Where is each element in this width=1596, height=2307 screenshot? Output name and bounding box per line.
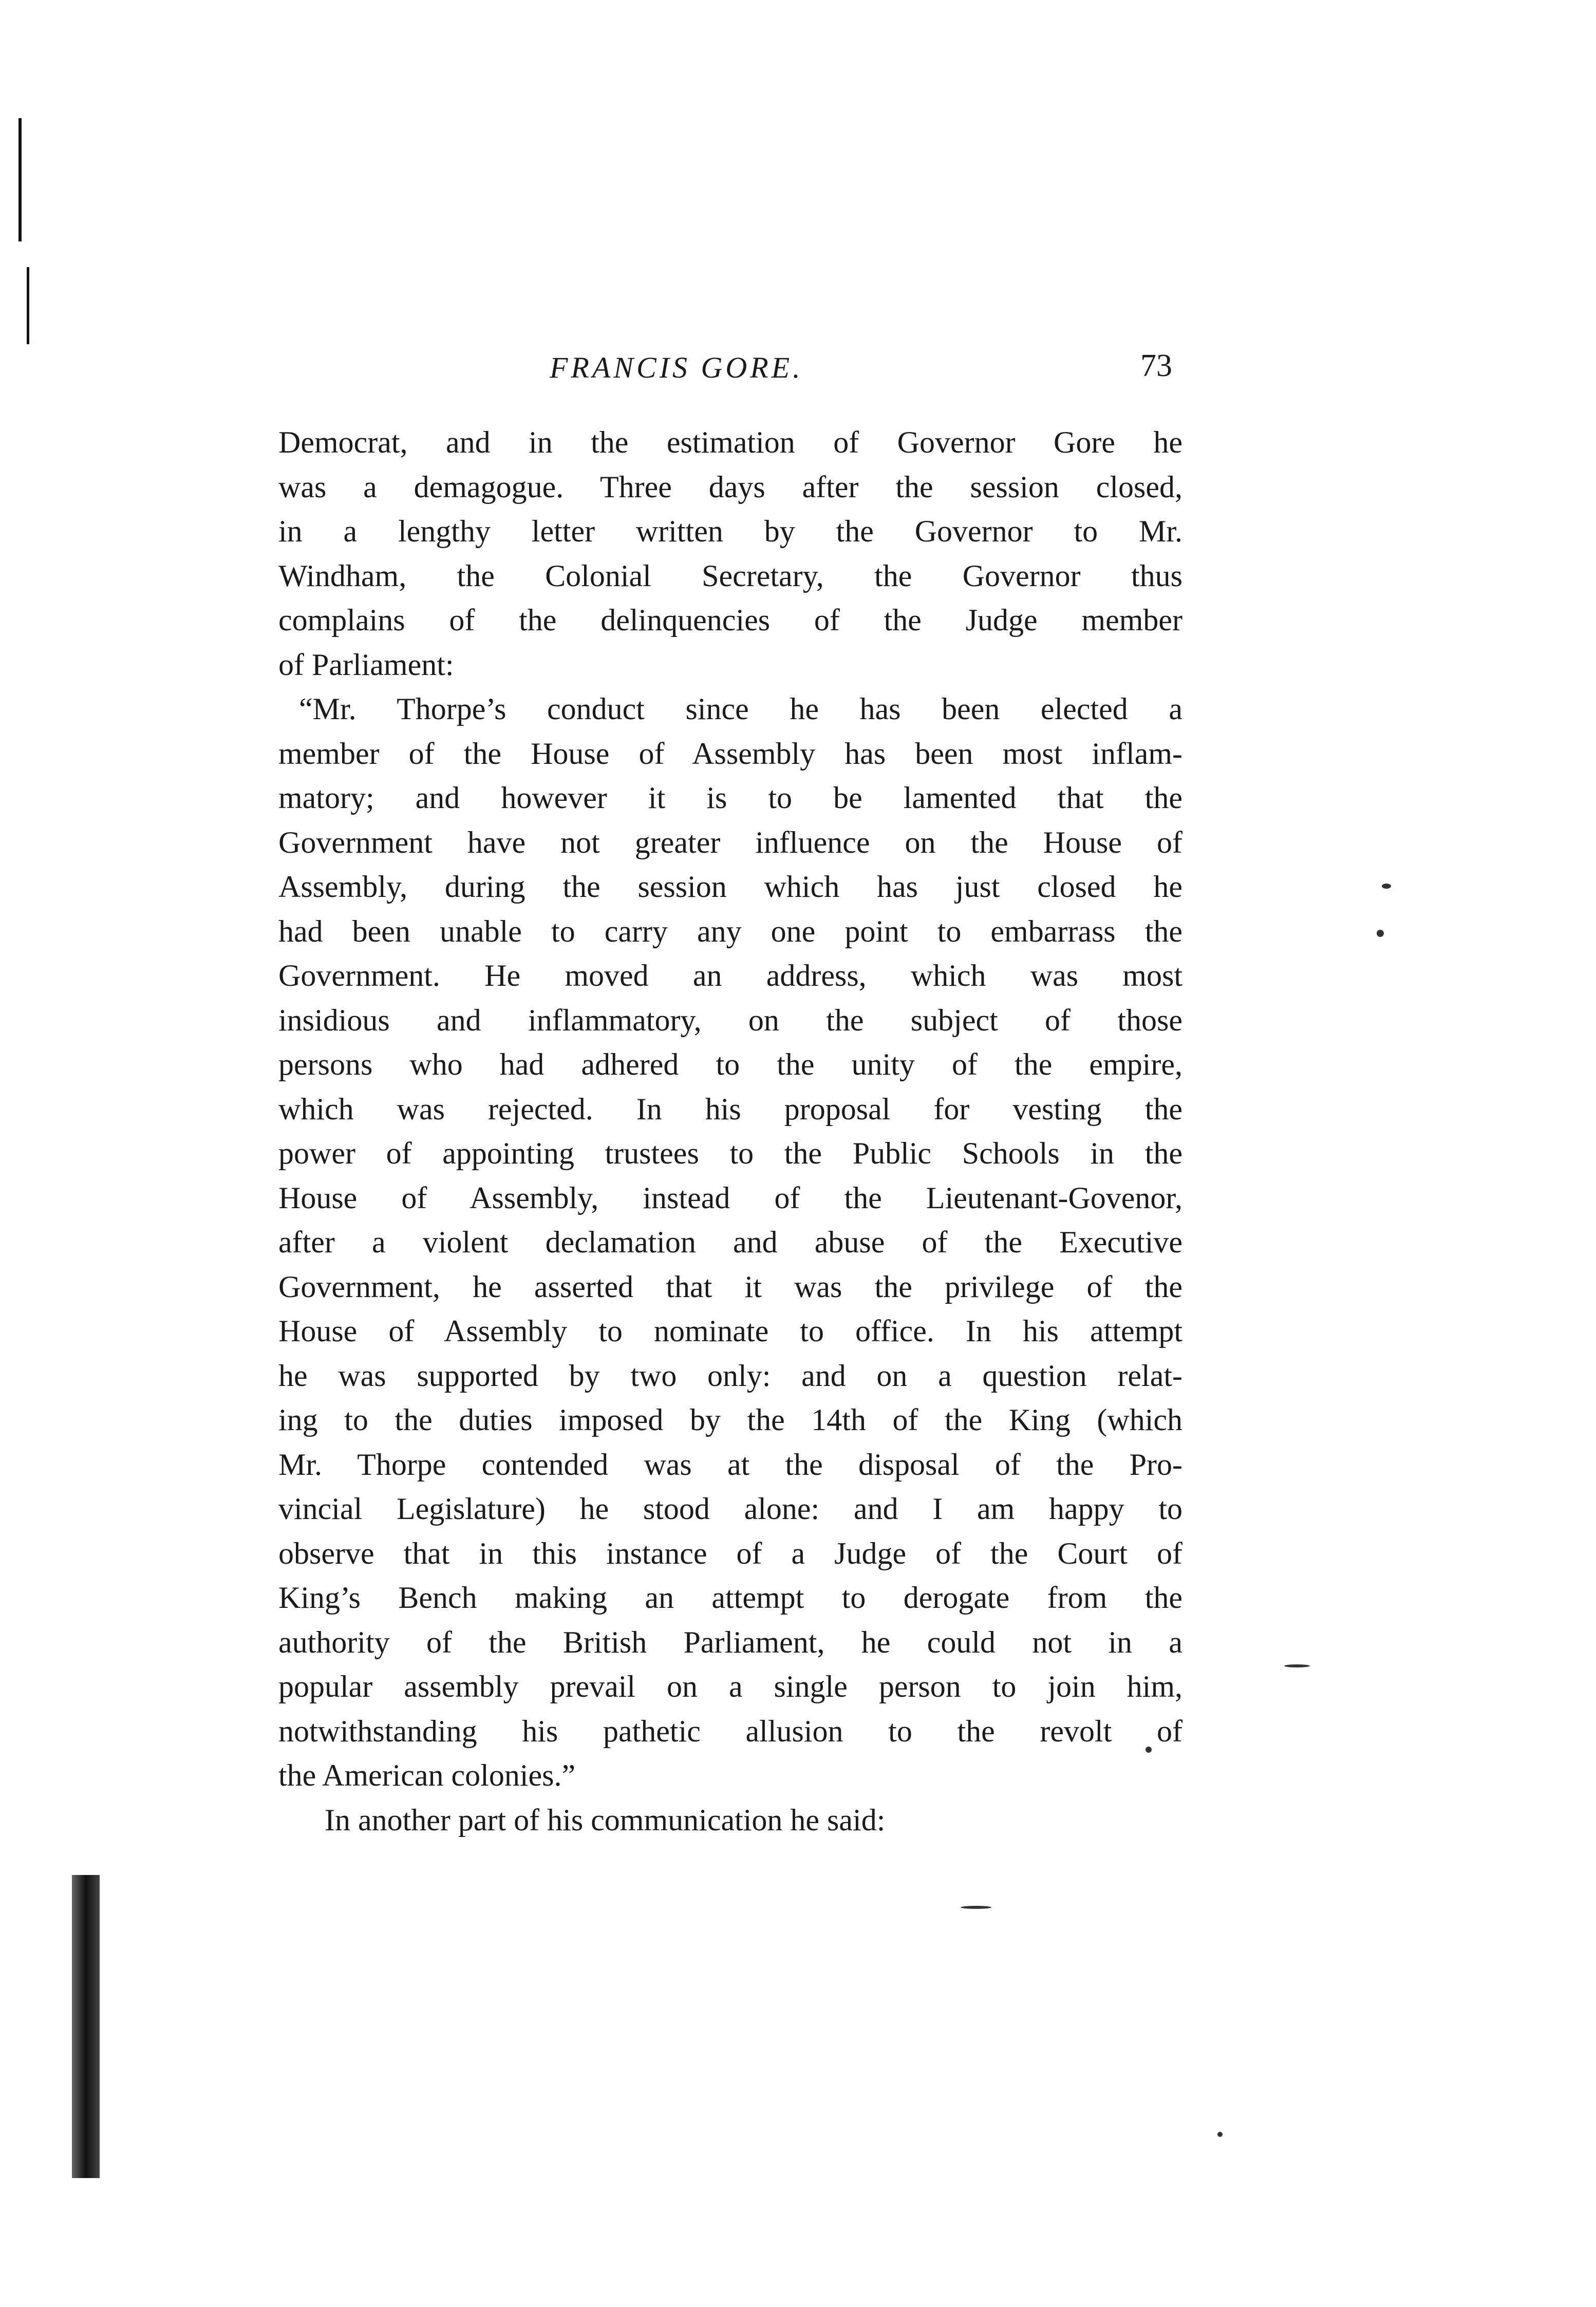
text-line: which was rejected. In his proposal for vesting the: [278, 1092, 1182, 1126]
text-line: observe that in this instance of a Judge of the Court of: [278, 1536, 1182, 1570]
scan-edge-mark-bottom: [72, 1875, 100, 2178]
speck: [1382, 884, 1391, 889]
running-title: FRANCIS GORE.: [550, 351, 803, 384]
text-line: insidious and inflammatory, on the subject of those: [278, 1003, 1182, 1037]
text-line: Government have not greater influence on the House of: [278, 825, 1182, 859]
scan-edge-mark-top: [18, 118, 22, 241]
text-line: he was supported by two only: and on a question relat-: [278, 1358, 1182, 1393]
text-line: the American colonies.”: [278, 1758, 576, 1792]
text-line: House of Assembly to nominate to office. In his attempt: [278, 1314, 1182, 1348]
text-line: Government, he asserted that it was the privilege of the: [278, 1269, 1182, 1304]
text-line: “Mr. Thorpe’s conduct since he has been elected a: [299, 692, 1182, 726]
text-line: House of Assembly, instead of the Lieutenant-Govenor,: [278, 1180, 1182, 1215]
scan-edge-mark-mid: [27, 267, 29, 344]
text-line: was a demagogue. Three days after the session closed,: [278, 470, 1182, 504]
body-text: [278, 420, 1182, 1842]
text-line: of Parliament:: [278, 647, 454, 682]
speck: [961, 1906, 991, 1909]
page-number: 73: [1140, 348, 1172, 383]
text-line: Mr. Thorpe contended was at the disposal of the Pro-: [278, 1447, 1182, 1481]
text-line: complains of the delinquencies of the Judge member: [278, 603, 1182, 637]
text-line: In another part of his communication he said:: [325, 1803, 886, 1837]
text-line: persons who had adhered to the unity of the empire,: [278, 1047, 1182, 1081]
text-line: matory; and however it is to be lamented that the: [278, 781, 1182, 815]
speck: [1377, 930, 1384, 937]
text-line: notwithstanding his pathetic allusion to the revolt of: [278, 1714, 1182, 1748]
text-line: Assembly, during the session which has just closed he: [278, 870, 1182, 904]
text-line: Democrat, and in the estimation of Governor Gore he: [278, 425, 1182, 459]
text-line: Government. He moved an address, which was most: [278, 959, 1182, 992]
speck: [1217, 2132, 1223, 2137]
text-line: Windham, the Colonial Secretary, the Governor thus: [278, 558, 1182, 593]
speck: [1284, 1664, 1310, 1667]
text-line: after a violent declamation and abuse of the Executive: [278, 1225, 1182, 1259]
text-line: vincial Legislature) he stood alone: and I am happy to: [278, 1492, 1182, 1526]
text-line: in a lengthy letter written by the Governor to Mr.: [278, 514, 1182, 548]
text-line: power of appointing trustees to the Public Schools in the: [278, 1136, 1182, 1170]
text-line: had been unable to carry any one point to embarrass the: [278, 914, 1182, 948]
text-line: member of the House of Assembly has been most inflam-: [278, 736, 1182, 771]
text-line: authority of the British Parliament, he could not in a: [278, 1625, 1182, 1659]
text-line: popular assembly prevail on a single person to join him,: [278, 1670, 1182, 1703]
text-line: ing to the duties imposed by the 14th of the King (which: [278, 1403, 1182, 1437]
text-line: King’s Bench making an attempt to derogate from the: [278, 1581, 1182, 1615]
